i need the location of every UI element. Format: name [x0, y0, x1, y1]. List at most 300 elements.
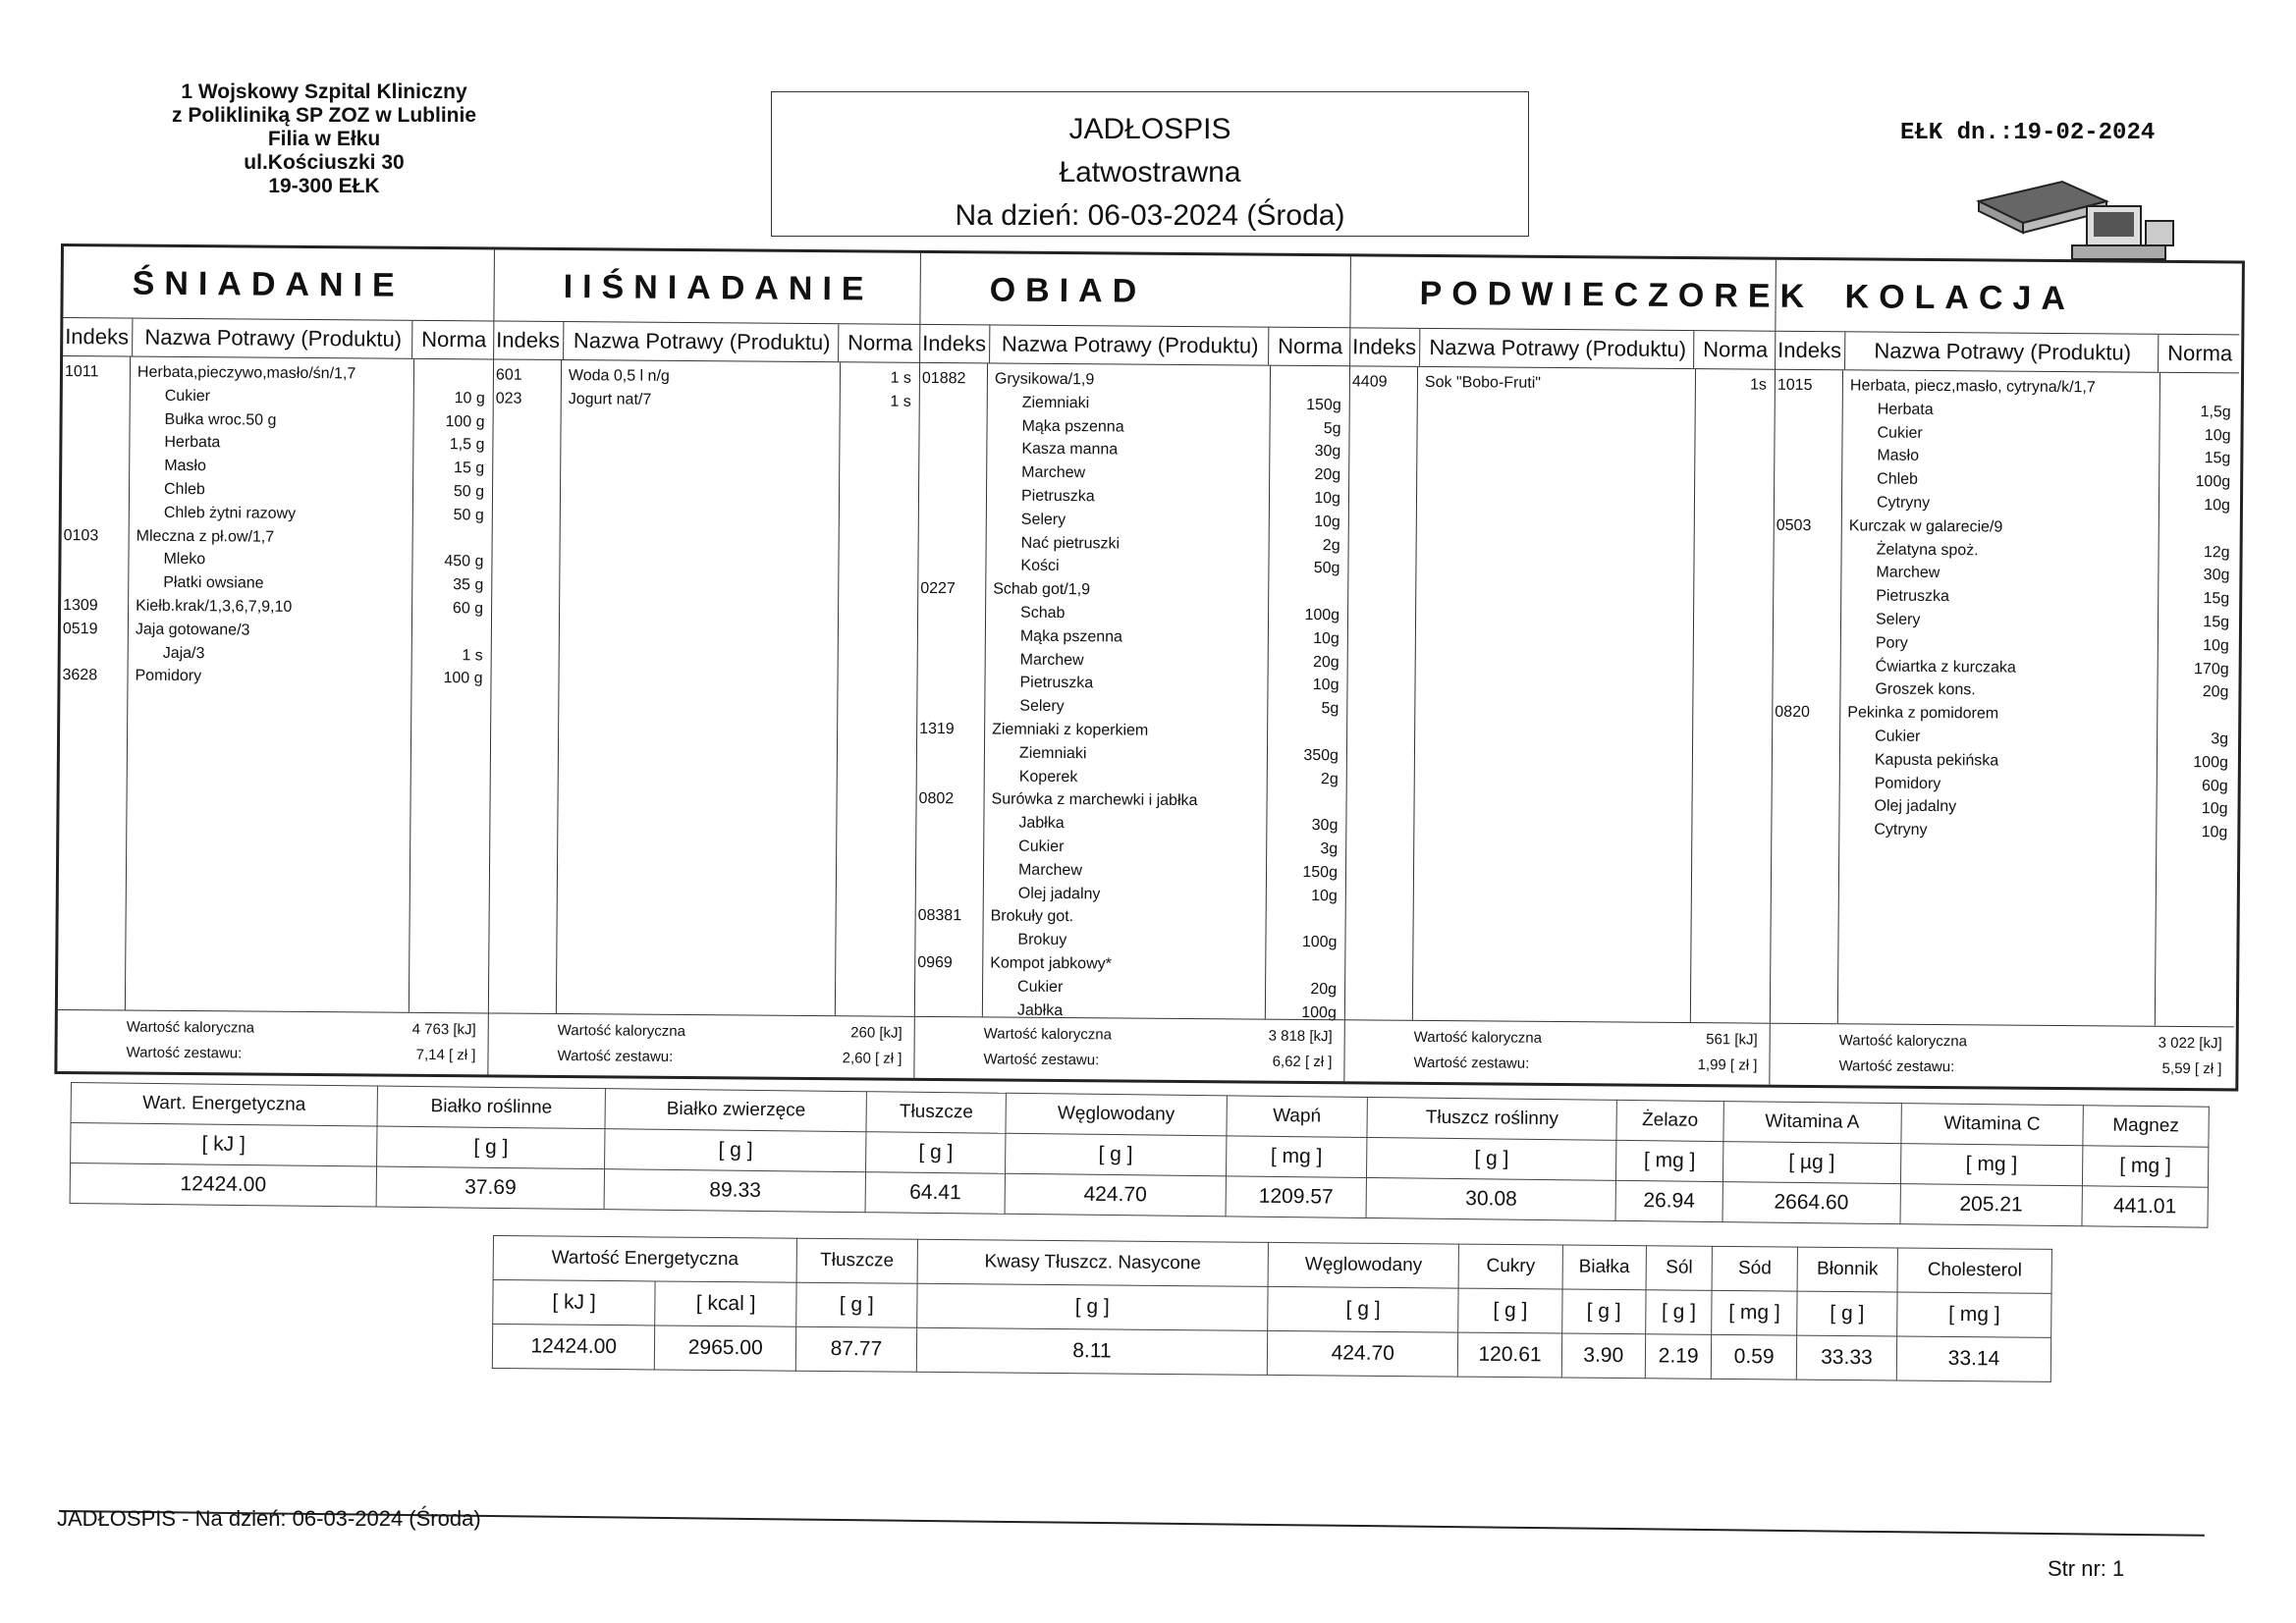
- item-name: Kiełb.krak/1,3,6,7,9,10: [136, 597, 293, 616]
- item-name: Pomidory: [135, 667, 202, 685]
- item-name: Grysikowa/1,9: [994, 370, 1095, 389]
- title-box: [771, 91, 1529, 237]
- nutrition-cell: Wartość Energetyczna: [493, 1236, 796, 1283]
- item-norm: 15 g: [454, 460, 485, 477]
- nutrition-cell: 120.61: [1458, 1332, 1562, 1378]
- nutrition-cell: [ mg ]: [2082, 1146, 2209, 1187]
- item-norm: 170g: [2194, 660, 2229, 677]
- list-item: [62, 454, 492, 480]
- item-name: Herbata: [164, 434, 221, 452]
- item-name: Masło: [164, 458, 206, 475]
- menu-date: Na dzień: 06-03-2024 (Środa): [955, 199, 1345, 232]
- item-norm: 450 g: [444, 553, 484, 570]
- item-name: Marchew: [1019, 651, 1084, 669]
- list-item: [919, 460, 1348, 487]
- item-norm: 15g: [2203, 614, 2230, 631]
- item-norm: 10 g: [454, 389, 485, 407]
- list-item: [919, 413, 1348, 440]
- item-name: Herbata: [1877, 401, 1934, 418]
- hospital-line: z Polikliniką SP ZOZ w Lublinie: [172, 104, 476, 127]
- nutrition-cell: 26.94: [1615, 1180, 1722, 1221]
- document-title: JADŁOSPIS: [1068, 113, 1231, 145]
- list-item: [62, 501, 492, 527]
- item-name: Ziemniaki z koperkiem: [992, 721, 1149, 739]
- item-index: [1772, 818, 1838, 841]
- item-index: [1773, 771, 1839, 794]
- item-name: Jogurt nat/7: [568, 390, 652, 408]
- list-item: [917, 741, 1346, 768]
- item-name: Kapusta pekińska: [1874, 751, 1999, 770]
- nutrition-cell: Cukry: [1458, 1244, 1562, 1289]
- item-norm: 100 g: [443, 670, 483, 687]
- meal-footer: [57, 1009, 487, 1074]
- item-index: 1011: [64, 363, 99, 381]
- item-index: [916, 811, 983, 835]
- list-item: [915, 975, 1344, 1001]
- item-name: Cytryny: [1874, 821, 1928, 839]
- nutrition-cell: [ kJ ]: [71, 1123, 377, 1167]
- item-index: [915, 928, 982, 951]
- item-norm: 10g: [2201, 800, 2228, 818]
- set-value-label: Wartość zestawu:: [1413, 1054, 1530, 1072]
- item-list: [1772, 374, 2239, 845]
- header-index: Indeks: [63, 318, 133, 356]
- list-item: [62, 524, 492, 551]
- nutrition-cell: [ g ]: [1458, 1288, 1562, 1333]
- meal-footer: [488, 1012, 913, 1077]
- nutrition-cell: [ g ]: [376, 1126, 605, 1169]
- meal-footer: [1344, 1019, 1769, 1084]
- item-index: [61, 641, 128, 665]
- item-norm: 30g: [2203, 567, 2230, 584]
- nutrition-cell: 424.70: [1005, 1173, 1226, 1217]
- item-index: 0802: [918, 790, 955, 808]
- nutrition-cell: [ g ]: [605, 1129, 866, 1172]
- nutrition-cell: 33.14: [1896, 1336, 2050, 1381]
- header-name: Nazwa Potrawy (Produktu): [1845, 332, 2159, 372]
- nutrition-cell: [ g ]: [916, 1283, 1268, 1330]
- item-index: [1775, 467, 1841, 491]
- list-item: [61, 570, 491, 597]
- nutrition-cell: 87.77: [795, 1326, 916, 1372]
- list-item: [61, 594, 491, 621]
- nutrition-cell: 37.69: [376, 1166, 605, 1210]
- item-index: [1774, 608, 1840, 631]
- nutrition-cell: Węglowodany: [1268, 1242, 1459, 1288]
- nutrition-cell: 89.33: [604, 1169, 865, 1213]
- item-index: 0227: [920, 580, 956, 598]
- item-norm: 30g: [1314, 443, 1341, 460]
- nutrition-cell: Żelazo: [1616, 1100, 1723, 1141]
- column-header-row: [1776, 332, 2239, 374]
- list-item: [60, 664, 490, 690]
- set-value: 2,60 [ zł ]: [842, 1050, 902, 1067]
- meal-items: [915, 363, 1349, 1019]
- nutrition-cell: [ kcal ]: [655, 1281, 796, 1326]
- item-name: Mąka pszenna: [1021, 417, 1124, 436]
- list-item: [494, 387, 919, 413]
- item-name: Olej jadalny: [1874, 797, 1957, 816]
- item-index: 601: [495, 366, 522, 384]
- nutrition-cell: [ mg ]: [1616, 1140, 1723, 1181]
- item-index: [917, 764, 984, 787]
- nutrition-cell: [ mg ]: [1897, 1292, 2051, 1337]
- item-name: Chleb: [1877, 470, 1919, 489]
- item-norm: 10g: [1314, 513, 1340, 531]
- nutrition-cell: [ g ]: [1268, 1286, 1459, 1332]
- item-norm: 10g: [1314, 490, 1341, 508]
- hospital-address: [128, 81, 520, 198]
- item-index: [1774, 584, 1840, 608]
- nutrition-cell: [ mg ]: [1226, 1136, 1367, 1178]
- nutrition-cell: 1209.57: [1226, 1176, 1367, 1218]
- item-name: Herbata,pieczywo,masło/śn/1,7: [137, 363, 356, 383]
- item-norm: 3g: [1320, 840, 1339, 858]
- column-header-row: [63, 318, 493, 359]
- item-norm: 20g: [1314, 466, 1341, 484]
- header-name: Nazwa Potrawy (Produktu): [564, 322, 839, 361]
- nutrition-cell: Magnez: [2083, 1106, 2210, 1147]
- hospital-line: 19-300 EŁK: [268, 175, 380, 197]
- list-item: [917, 694, 1346, 721]
- nutrition-summary-table: [70, 1082, 2210, 1228]
- column-divider: [835, 362, 841, 1015]
- nutrition-cell: [ g ]: [866, 1132, 1006, 1174]
- item-norm: [1271, 907, 1345, 931]
- calorie-value: 561 [kJ]: [1706, 1031, 1758, 1049]
- nutrition-cell: 64.41: [865, 1172, 1005, 1215]
- item-norm: 15g: [2204, 450, 2231, 467]
- item-name: Jaja/3: [162, 644, 205, 662]
- nutrition-cell: Tłuszcze: [866, 1092, 1006, 1134]
- item-norm: 5g: [1323, 419, 1341, 437]
- nutrition-cell: [ g ]: [1561, 1289, 1646, 1334]
- nutrition-cell: 30.08: [1366, 1177, 1616, 1220]
- item-norm: 30g: [1311, 817, 1339, 835]
- item-name: Mąka pszenna: [1019, 627, 1123, 646]
- item-index: [1773, 747, 1839, 771]
- list-item: [61, 547, 491, 573]
- item-norm: 50 g: [453, 483, 485, 501]
- column-header-row: [1350, 328, 1775, 369]
- nutrition-cell: 2965.00: [655, 1325, 796, 1371]
- item-norm: 150g: [1306, 396, 1341, 414]
- set-value-label: Wartość zestawu:: [557, 1047, 674, 1065]
- item-norm: [2161, 704, 2236, 728]
- nutrition-cell: [ g ]: [796, 1282, 917, 1327]
- list-item: [919, 508, 1348, 534]
- list-item: [63, 360, 493, 387]
- nutrition-cell: [ mg ]: [1712, 1290, 1797, 1335]
- meal-footer: [914, 1016, 1343, 1081]
- item-name: Jabłka: [1018, 814, 1065, 833]
- nutrition-cell: 3.90: [1561, 1333, 1646, 1379]
- item-index: [916, 858, 983, 882]
- item-index: [63, 407, 130, 431]
- item-index: [919, 530, 986, 554]
- item-norm: 150g: [1302, 863, 1339, 881]
- meal-items: [58, 356, 493, 1012]
- item-norm: 10g: [2204, 426, 2231, 444]
- list-item: [917, 718, 1346, 744]
- calorie-label: Wartość kaloryczna: [1413, 1028, 1543, 1047]
- list-item: [919, 437, 1348, 463]
- item-name: Brokuy: [1017, 931, 1067, 949]
- meal-title: OBIAD: [920, 253, 1350, 328]
- header-name: Nazwa Potrawy (Produktu): [133, 319, 412, 358]
- item-name: Kompot jabkowy*: [990, 954, 1112, 973]
- list-item: [916, 858, 1345, 885]
- list-item: [916, 787, 1345, 814]
- item-name: Marchew: [1876, 564, 1941, 582]
- nutrition-cell: [ g ]: [1367, 1137, 1617, 1180]
- list-item: [63, 384, 493, 410]
- list-item: [919, 484, 1348, 511]
- list-item: [61, 618, 491, 644]
- nutrition-cell: Witamina A: [1723, 1102, 1902, 1144]
- meal-column: [914, 253, 1351, 1081]
- list-item: [918, 601, 1347, 627]
- page-number: Str nr: 1: [2048, 1556, 2125, 1581]
- item-index: [919, 413, 986, 437]
- item-norm: [1271, 790, 1345, 814]
- item-list: [915, 367, 1349, 1025]
- item-name: Cukier: [1877, 424, 1923, 442]
- calorie-value: 4 763 [kJ]: [411, 1020, 476, 1039]
- item-name: Cukier: [164, 387, 211, 405]
- nutrition-cell: 33.33: [1796, 1335, 1897, 1380]
- item-norm: 20g: [2202, 683, 2229, 701]
- meal-title: PODWIECZOREK: [1350, 256, 1776, 331]
- set-value-label: Wartość zestawu:: [1838, 1057, 1955, 1076]
- list-item: [915, 951, 1344, 978]
- item-name: Ziemniaki: [1018, 744, 1087, 762]
- nutrition-cell: 0.59: [1712, 1334, 1797, 1380]
- item-name: Cukier: [1875, 728, 1921, 745]
- set-value-label: Wartość zestawu:: [983, 1051, 1100, 1069]
- meals-table: [54, 243, 2245, 1091]
- item-name: Groszek kons.: [1875, 680, 1976, 699]
- nutrition-cell: Tłuszcze: [796, 1238, 917, 1283]
- calorie-label: Wartość kaloryczna: [1838, 1032, 1968, 1051]
- item-index: [918, 647, 985, 671]
- item-norm: 1 s: [890, 369, 912, 387]
- item-index: [63, 384, 130, 407]
- item-norm: 1,5g: [2200, 403, 2231, 421]
- item-norm: [1275, 370, 1349, 394]
- meal-items: [1771, 370, 2239, 1027]
- item-name: Brokuły got.: [990, 907, 1074, 926]
- item-norm: 100g: [2193, 753, 2228, 772]
- item-index: [916, 881, 983, 904]
- list-item: [919, 530, 1348, 557]
- calorie-label: Wartość kaloryczna: [983, 1025, 1113, 1044]
- item-index: [919, 484, 986, 508]
- nutrition-cell: Wapń: [1227, 1096, 1368, 1138]
- item-list: [494, 363, 919, 413]
- hospital-line: ul.Kościuszki 30: [244, 151, 405, 174]
- item-norm: 2g: [1322, 536, 1340, 554]
- item-index: [916, 835, 983, 858]
- item-norm: 60g: [2201, 777, 2228, 794]
- item-index: [1775, 420, 1841, 444]
- list-item: [917, 764, 1346, 790]
- meal-column: [1770, 260, 2240, 1089]
- nutrition-cell: Węglowodany: [1006, 1093, 1227, 1136]
- item-norm: 350g: [1303, 746, 1339, 764]
- nutrition-cell: [ g ]: [1006, 1133, 1227, 1176]
- item-norm: 5g: [1321, 700, 1339, 718]
- nutrition-cell: [ g ]: [1646, 1290, 1713, 1335]
- item-index: 0820: [1775, 703, 1810, 722]
- item-index: 0519: [62, 620, 98, 638]
- item-list: [60, 360, 493, 691]
- item-index: [61, 547, 128, 570]
- item-name: Pietruszka: [1876, 587, 1950, 606]
- header-norm: Norma: [847, 330, 913, 355]
- meal-title: ŚNIADANIE: [63, 246, 494, 321]
- item-index: [1775, 537, 1841, 561]
- hospital-line: 1 Wojskowy Szpital Kliniczny: [181, 81, 467, 103]
- item-norm: 60 g: [452, 600, 484, 618]
- meal-items: [1345, 366, 1775, 1022]
- item-index: 1309: [63, 596, 98, 615]
- item-name: Cukier: [1018, 838, 1065, 855]
- item-name: Selery: [1020, 511, 1066, 528]
- list-item: [1350, 370, 1775, 397]
- item-name: Nać pietruszki: [1020, 534, 1121, 553]
- column-divider: [1690, 369, 1696, 1022]
- item-name: Mleko: [163, 551, 206, 568]
- item-norm: 1 s: [462, 646, 483, 664]
- item-norm: [417, 526, 492, 550]
- item-index: [61, 570, 128, 594]
- nutrition-cell: Kwasy Tłuszcz. Nasycone: [917, 1239, 1269, 1286]
- item-index: [919, 460, 986, 484]
- item-index: [1774, 654, 1840, 677]
- list-item: [61, 641, 491, 668]
- column-divider: [556, 360, 562, 1013]
- item-index: [917, 694, 984, 718]
- header-index: Indeks: [1350, 328, 1420, 366]
- nutrition-cell: Sód: [1713, 1246, 1798, 1291]
- item-name: Cytryny: [1876, 494, 1931, 512]
- item-index: [62, 477, 129, 501]
- item-norm: 100g: [2195, 473, 2231, 491]
- item-norm: 10g: [2201, 824, 2228, 841]
- meal-title: IIŚNIADANIE: [494, 249, 920, 324]
- item-norm: 2g: [1320, 770, 1339, 787]
- list-item: [920, 391, 1349, 417]
- column-divider: [1412, 367, 1418, 1020]
- item-norm: 20g: [1312, 653, 1339, 671]
- item-norm: 1 s: [890, 393, 911, 410]
- header-index: Indeks: [920, 325, 990, 363]
- item-norm: 3g: [2211, 730, 2229, 748]
- item-name: Pekinka z pomidorem: [1847, 704, 1999, 723]
- item-norm: [1270, 954, 1344, 978]
- list-item: [918, 624, 1347, 651]
- item-name: Jaja gotowane/3: [135, 621, 250, 639]
- nutrition-cell: Wart. Energetyczna: [71, 1083, 377, 1127]
- column-header-row: [920, 325, 1349, 366]
- nutrition-cell: Cholesterol: [1897, 1248, 2051, 1293]
- item-name: Jabłka: [1016, 1001, 1064, 1019]
- item-name: Schab: [1020, 604, 1066, 622]
- item-name: Woda 0,5 l n/g: [568, 367, 670, 385]
- item-name: Olej jadalny: [1017, 885, 1101, 902]
- nutrition-cell: Błonnik: [1797, 1247, 1898, 1292]
- item-norm: [2163, 517, 2238, 541]
- item-index: [1773, 677, 1839, 701]
- item-index: [917, 741, 984, 765]
- item-norm: 1s: [1749, 376, 1767, 394]
- item-index: [915, 975, 982, 999]
- meal-items: [489, 359, 919, 1015]
- item-norm: 10g: [1311, 887, 1338, 904]
- item-index: [917, 671, 984, 694]
- item-norm: 10g: [2204, 497, 2231, 514]
- item-index: 4409: [1351, 373, 1388, 391]
- nutrition-cell: 205.21: [1900, 1184, 2083, 1226]
- nutrition-cell: 424.70: [1267, 1330, 1458, 1377]
- list-item: [918, 554, 1347, 580]
- item-index: 023: [495, 390, 522, 407]
- list-item: [494, 363, 919, 390]
- nutrition-cell: 8.11: [916, 1327, 1268, 1375]
- set-value-label: Wartość zestawu:: [126, 1044, 243, 1062]
- item-norm: 35 g: [453, 576, 484, 594]
- item-index: [918, 554, 985, 577]
- item-index: 0503: [1776, 516, 1812, 534]
- nutrition-cell: [ µg ]: [1722, 1142, 1901, 1184]
- nutrition-cell: Witamina C: [1901, 1104, 2084, 1146]
- header-index: Indeks: [494, 321, 564, 359]
- item-index: 08381: [917, 907, 962, 925]
- item-index: [1775, 444, 1841, 467]
- list-item: [916, 904, 1345, 931]
- item-index: [1773, 725, 1839, 748]
- item-name: Ćwiartka z kurczaka: [1875, 658, 2016, 676]
- nutrition-cell: 441.01: [2082, 1186, 2209, 1227]
- item-name: Selery: [1875, 611, 1921, 628]
- nutrition-cell: 2.19: [1645, 1334, 1712, 1380]
- item-index: 0969: [917, 953, 953, 972]
- item-norm: 100 g: [445, 412, 485, 430]
- item-name: Koperek: [1018, 768, 1078, 785]
- item-index: [919, 437, 986, 460]
- nutrition-cell: Sól: [1646, 1246, 1713, 1291]
- list-item: [917, 671, 1346, 697]
- nutrition-cell: Białko zwierzęce: [605, 1089, 866, 1132]
- item-name: Żelatyna spoż.: [1876, 541, 1979, 559]
- meal-column: [57, 246, 495, 1074]
- item-index: 1015: [1777, 376, 1813, 395]
- list-item: [62, 430, 492, 457]
- item-name: Schab got/1,9: [993, 580, 1091, 599]
- item-index: [62, 501, 129, 524]
- item-name: Selery: [1019, 697, 1065, 716]
- item-name: Płatki owsiane: [163, 574, 264, 592]
- set-value: 5,59 [ zł ]: [2161, 1059, 2222, 1078]
- item-index: 1319: [919, 720, 955, 738]
- list-item: [915, 928, 1344, 954]
- calorie-value: 260 [kJ]: [850, 1024, 902, 1042]
- list-item: [918, 647, 1347, 674]
- issue-date: EŁK dn.:19-02-2024: [1900, 120, 2156, 146]
- calorie-value: 3 818 [kJ]: [1268, 1027, 1333, 1046]
- nutrition-cell: [ g ]: [1797, 1291, 1898, 1336]
